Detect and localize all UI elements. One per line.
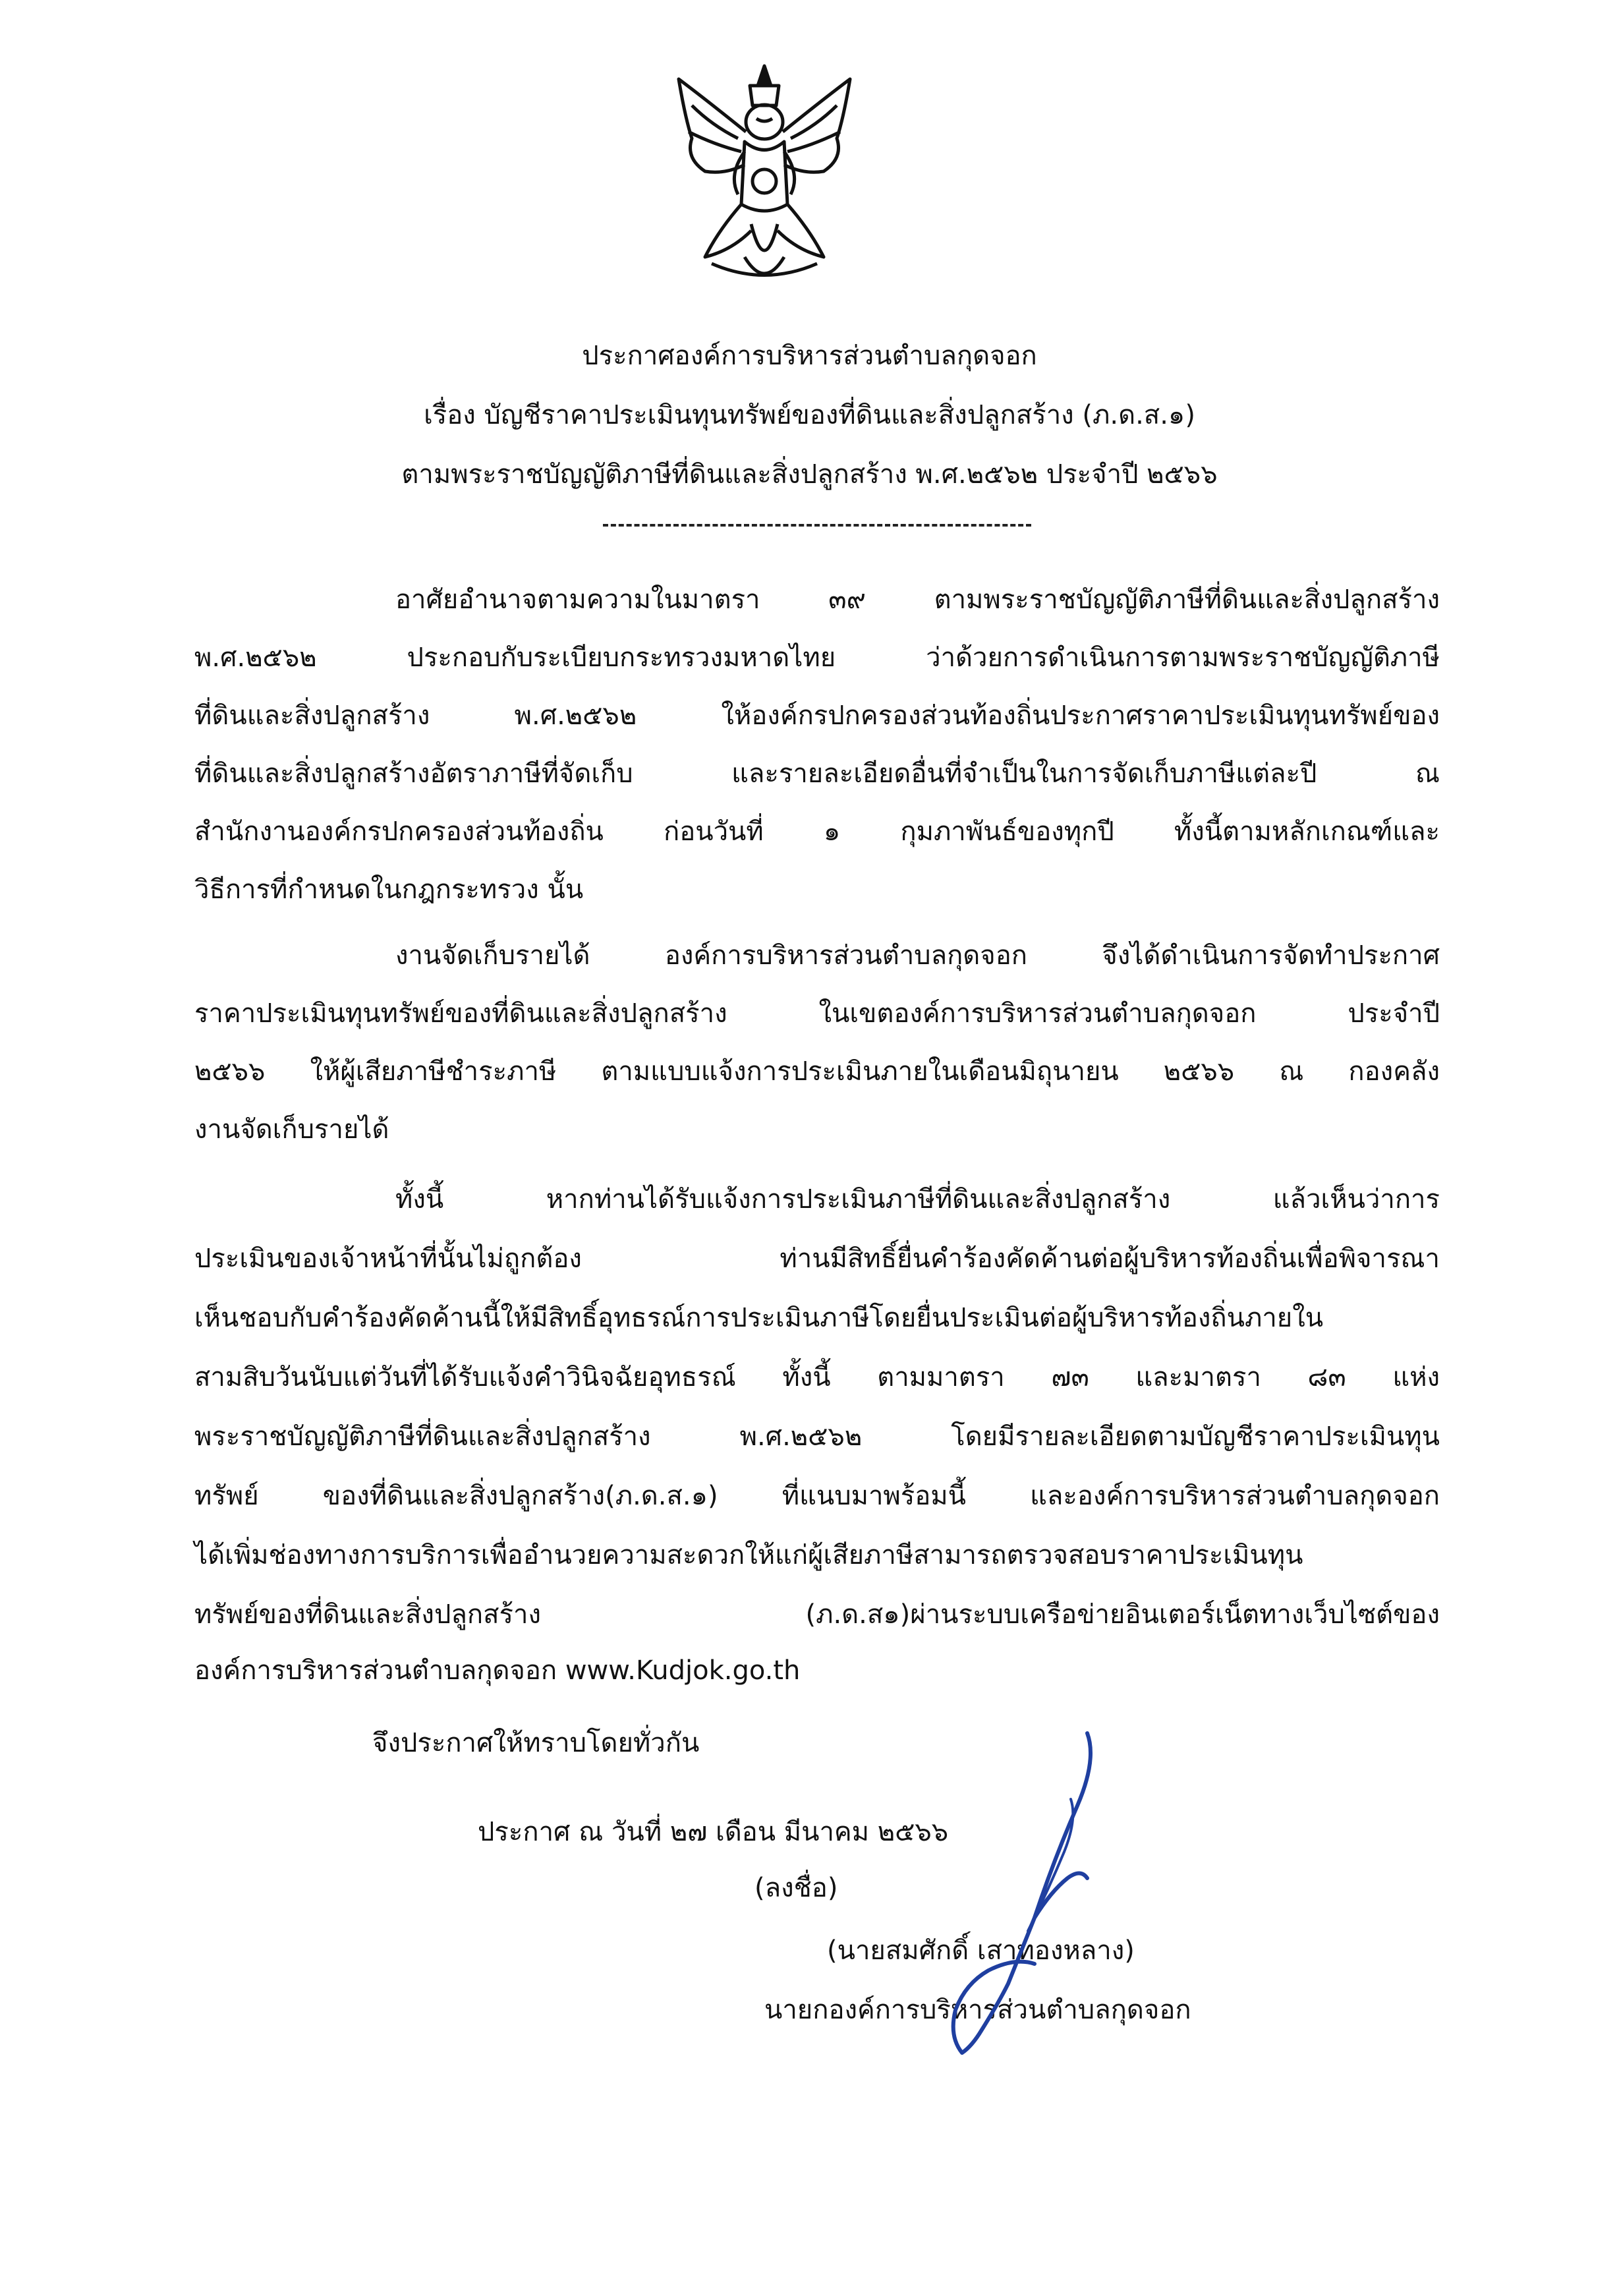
title-divider (603, 524, 1031, 527)
closing-statement: จึงประกาศให้ทราบโดยทั่วกัน (372, 1728, 700, 1758)
paragraph-2-line-1: งานจัดเก็บรายได้ องค์การบริหารส่วนตำบลกุดจอก จึงได้ดำเนินการจัดทำประกาศ (395, 940, 1440, 971)
paragraph-3-line-4: สามสิบวันนับแต่วันที่ได้รับแจ้งคำวินิจฉัยอุทธรณ์ ทั้งนี้ ตามมาตรา ๗๓ และมาตรา ๘๓ แห่ง (194, 1362, 1440, 1392)
paragraph-3-line-9: องค์การบริหารส่วนตำบลกุดจอก www.Kudjok.go.th (194, 1655, 801, 1686)
signatory-name: (นายสมศักดิ์ เสาทองหลาง) (827, 1936, 1135, 1966)
paragraph-1-line-6: วิธีการที่กำหนดในกฎกระทรวง นั้น (194, 875, 584, 905)
paragraph-1-line-3: ที่ดินและสิ่งปลูกสร้าง พ.ศ.๒๕๖๒ ให้องค์กรปกครองส่วนท้องถิ่นประกาศราคาประเมินทุนทรัพย์ของ (194, 701, 1440, 731)
paragraph-1-line-5: สำนักงานองค์กรปกครองส่วนท้องถิ่น ก่อนวันที่ ๑ กุมภาพันธ์ของทุกปี ทั้งนี้ตามหลักเกณฑ์และ (194, 817, 1440, 847)
announcement-title: ประกาศองค์การบริหารส่วนตำบลกุดจอก (582, 341, 1037, 371)
signed-label: (ลงชื่อ) (754, 1873, 838, 1903)
announcement-act-reference: ตามพระราชบัญญัติภาษีที่ดินและสิ่งปลูกสร้าง พ.ศ.๒๕๖๒ ประจำปี ๒๕๖๖ (401, 459, 1218, 490)
paragraph-2-line-2: ราคาประเมินทุนทรัพย์ของที่ดินและสิ่งปลูกสร้าง ในเขตองค์การบริหารส่วนตำบลกุดจอก ประจำปี (194, 998, 1440, 1029)
paragraph-3-line-6: ทรัพย์ ของที่ดินและสิ่งปลูกสร้าง(ภ.ด.ส.๑) ที่แนบมาพร้อมนี้ และองค์การบริหารส่วนตำบลกุดจอก (194, 1481, 1440, 1511)
paragraph-1-line-4: ที่ดินและสิ่งปลูกสร้างอัตราภาษีที่จัดเก็บ และรายละเอียดอื่นที่จำเป็นในการจัดเก็บภาษีแต่ละปี ณ (194, 759, 1440, 789)
paragraph-3-line-8: ทรัพย์ของที่ดินและสิ่งปลูกสร้าง (ภ.ด.ส๑)ผ่านระบบเครือข่ายอินเตอร์เน็ตทางเว็บไซต์ของ (194, 1599, 1440, 1630)
handwritten-signature-icon (936, 1720, 1107, 2063)
paragraph-3-line-2: ประเมินของเจ้าหน้าที่นั้นไม่ถูกต้อง ท่านมีสิทธิ์ยื่นคำร้องคัดค้านต่อผู้บริหารท้องถิ่นเพื่อพิจารณา (194, 1244, 1440, 1274)
announcement-subject: เรื่อง บัญชีราคาประเมินทุนทรัพย์ของที่ดินและสิ่งปลูกสร้าง (ภ.ด.ส.๑) (424, 400, 1195, 430)
garuda-emblem-icon (666, 59, 863, 297)
paragraph-2-line-3: ๒๕๖๖ ให้ผู้เสียภาษีชำระภาษี ตามแบบแจ้งการประเมินภายในเดือนมิถุนายน ๒๕๖๖ ณ กองคลัง (194, 1056, 1440, 1087)
paragraph-1-line-2: พ.ศ.๒๕๖๒ ประกอบกับระเบียบกระทรวงมหาดไทย ว่าด้วยการดำเนินการตามพระราชบัญญัติภาษี (194, 643, 1440, 673)
paragraph-3-line-5: พระราชบัญญัติภาษีที่ดินและสิ่งปลูกสร้าง พ.ศ.๒๕๖๒ โดยมีรายละเอียดตามบัญชีราคาประเมินทุน (194, 1421, 1440, 1452)
paragraph-1-line-1: อาศัยอำนาจตามความในมาตรา ๓๙ ตามพระราชบัญญัติภาษีที่ดินและสิ่งปลูกสร้าง (395, 585, 1440, 615)
paragraph-3-line-1: ทั้งนี้ หากท่านได้รับแจ้งการประเมินภาษีที่ดินและสิ่งปลูกสร้าง แล้วเห็นว่าการ (395, 1184, 1440, 1215)
paragraph-2-line-4: งานจัดเก็บรายได้ (194, 1114, 389, 1145)
signatory-position: นายกองค์การบริหารส่วนตำบลกุดจอก (764, 1995, 1191, 2025)
paragraph-3-line-3: เห็นชอบกับคำร้องคัดค้านนี้ให้มีสิทธิ์อุทธรณ์การประเมินภาษีโดยยื่นประเมินต่อผู้บริหารท้องถิ่นภายใน (194, 1303, 1324, 1333)
announcement-date: ประกาศ ณ วันที่ ๒๗ เดือน มีนาคม ๒๕๖๖ (478, 1817, 949, 1847)
paragraph-3-line-7: ได้เพิ่มช่องทางการบริการเพื่ออำนวยความสะดวกให้แก่ผู้เสียภาษีสามารถตรวจสอบราคาประเมินทุน (194, 1540, 1303, 1570)
